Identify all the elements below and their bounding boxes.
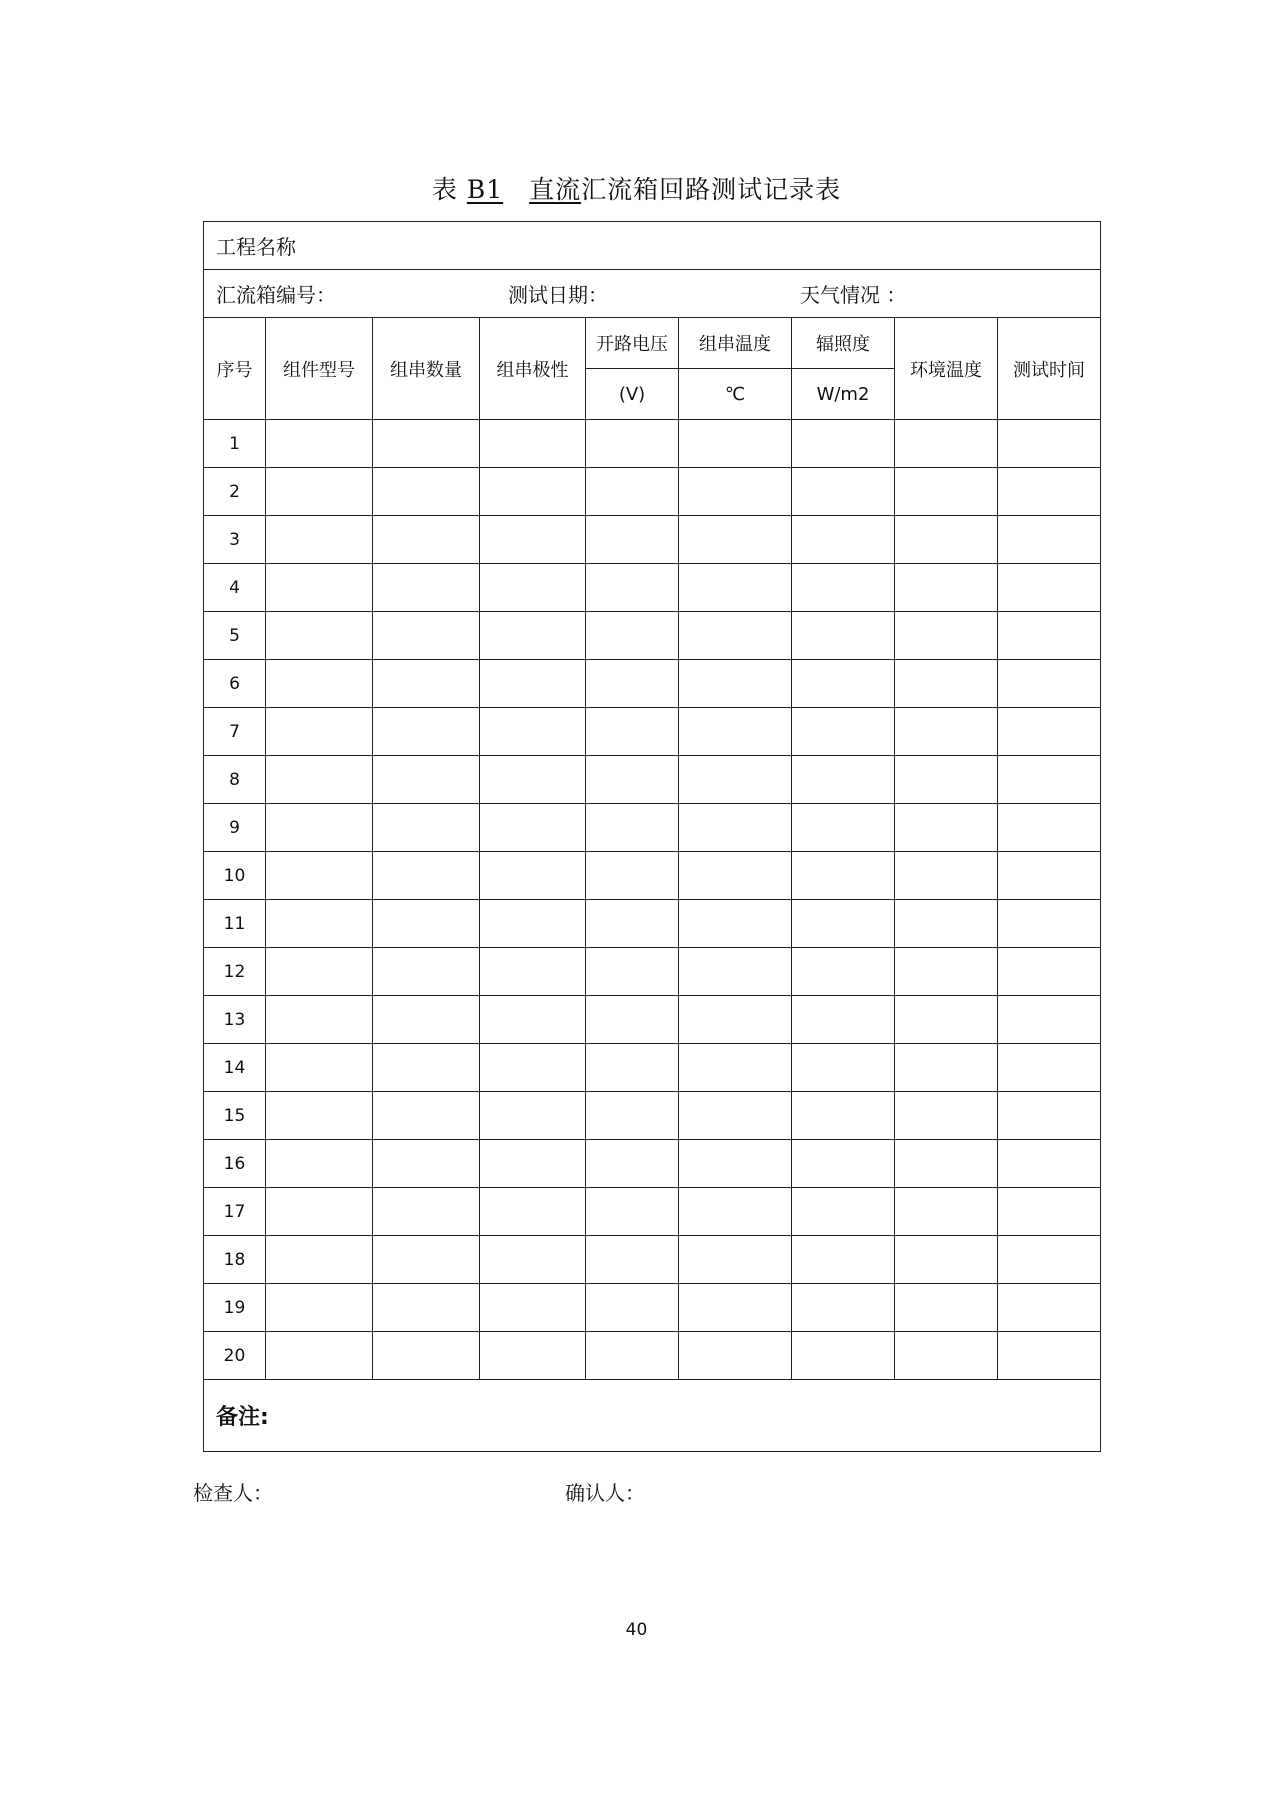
- info-row: [204, 270, 1101, 318]
- cell-open-voltage[interactable]: [586, 420, 679, 468]
- cell-string-temp[interactable]: [679, 948, 792, 996]
- cell-test-time[interactable]: [998, 1332, 1101, 1380]
- table-row: [204, 1140, 1101, 1188]
- header-string-polarity: 组串极性: [480, 318, 586, 420]
- cell-string-polarity[interactable]: [480, 756, 586, 804]
- row-seq: 3: [204, 516, 266, 564]
- cell-open-voltage[interactable]: [586, 516, 679, 564]
- table-row: [204, 564, 1101, 612]
- project-name-label: 工程名称: [216, 235, 296, 259]
- cell-test-time[interactable]: [998, 804, 1101, 852]
- cell-ambient-temp[interactable]: [895, 852, 998, 900]
- cell-open-voltage[interactable]: [586, 612, 679, 660]
- cell-module-model[interactable]: [266, 660, 373, 708]
- cell-test-time[interactable]: [998, 420, 1101, 468]
- cell-string-temp[interactable]: [679, 1092, 792, 1140]
- header-open-voltage-unit: (V): [586, 369, 679, 420]
- cell-string-polarity[interactable]: [480, 852, 586, 900]
- cell-module-model[interactable]: [266, 564, 373, 612]
- cell-test-time[interactable]: [998, 756, 1101, 804]
- cell-test-time[interactable]: [998, 900, 1101, 948]
- cell-module-model[interactable]: [266, 420, 373, 468]
- cell-string-temp[interactable]: [679, 1188, 792, 1236]
- project-name-field[interactable]: [204, 222, 1101, 270]
- cell-irradiance[interactable]: [792, 660, 895, 708]
- cell-string-polarity[interactable]: [480, 708, 586, 756]
- cell-ambient-temp[interactable]: [895, 948, 998, 996]
- cell-irradiance[interactable]: [792, 1284, 895, 1332]
- table-row: [204, 420, 1101, 468]
- cell-string-temp[interactable]: [679, 1140, 792, 1188]
- page-number: 40: [625, 1620, 648, 1640]
- row-seq: 4: [204, 564, 266, 612]
- cell-ambient-temp[interactable]: [895, 996, 998, 1044]
- cell-string-count[interactable]: [373, 1188, 480, 1236]
- cell-string-temp[interactable]: [679, 708, 792, 756]
- cell-irradiance[interactable]: [792, 420, 895, 468]
- cell-string-polarity[interactable]: [480, 516, 586, 564]
- remarks-label: 备注:: [216, 1405, 269, 1430]
- cell-string-temp[interactable]: [679, 900, 792, 948]
- table-row: [204, 1044, 1101, 1092]
- cell-string-count[interactable]: [373, 420, 480, 468]
- cell-open-voltage[interactable]: [586, 660, 679, 708]
- box-no-label: 汇流箱编号：: [216, 283, 336, 307]
- cell-string-polarity[interactable]: [480, 468, 586, 516]
- table-row: [204, 660, 1101, 708]
- cell-string-count[interactable]: [373, 1284, 480, 1332]
- cell-module-model[interactable]: [266, 1284, 373, 1332]
- cell-string-polarity[interactable]: [480, 1332, 586, 1380]
- cell-ambient-temp[interactable]: [895, 564, 998, 612]
- cell-string-polarity[interactable]: [480, 948, 586, 996]
- cell-string-count[interactable]: [373, 1044, 480, 1092]
- header-open-voltage: 开路电压: [586, 318, 679, 369]
- title-name-rest: 汇流箱回路测试记录表: [581, 175, 842, 204]
- cell-ambient-temp[interactable]: [895, 660, 998, 708]
- cell-string-temp[interactable]: [679, 804, 792, 852]
- cell-module-model[interactable]: [266, 900, 373, 948]
- cell-open-voltage[interactable]: [586, 708, 679, 756]
- cell-test-time[interactable]: [998, 708, 1101, 756]
- cell-string-polarity[interactable]: [480, 1284, 586, 1332]
- cell-string-polarity[interactable]: [480, 1044, 586, 1092]
- cell-irradiance[interactable]: [792, 708, 895, 756]
- row-seq: 7: [204, 708, 266, 756]
- cell-string-count[interactable]: [373, 612, 480, 660]
- remarks-row: [204, 1380, 1101, 1452]
- cell-test-time[interactable]: [998, 660, 1101, 708]
- row-seq: 15: [204, 1092, 266, 1140]
- cell-irradiance[interactable]: [792, 1236, 895, 1284]
- inspector-label: 检查人：: [193, 1481, 273, 1505]
- header-irradiance: 辐照度: [792, 318, 895, 369]
- cell-string-temp[interactable]: [679, 1332, 792, 1380]
- cell-string-temp[interactable]: [679, 612, 792, 660]
- test-date-label: 测试日期：: [508, 283, 608, 307]
- cell-ambient-temp[interactable]: [895, 804, 998, 852]
- cell-irradiance[interactable]: [792, 1044, 895, 1092]
- table-row: [204, 612, 1101, 660]
- header-module-model: 组件型号: [266, 318, 373, 420]
- row-seq: 19: [204, 1284, 266, 1332]
- title-name-underlined: 直流: [529, 175, 582, 204]
- cell-string-count[interactable]: [373, 1332, 480, 1380]
- cell-string-polarity[interactable]: [480, 1188, 586, 1236]
- cell-irradiance[interactable]: [792, 852, 895, 900]
- header-seq: 序号: [204, 318, 266, 420]
- table-row: [204, 804, 1101, 852]
- cell-test-time[interactable]: [998, 948, 1101, 996]
- cell-open-voltage[interactable]: [586, 948, 679, 996]
- cell-open-voltage[interactable]: [586, 756, 679, 804]
- cell-string-polarity[interactable]: [480, 420, 586, 468]
- cell-module-model[interactable]: [266, 948, 373, 996]
- cell-open-voltage[interactable]: [586, 1044, 679, 1092]
- cell-string-temp[interactable]: [679, 468, 792, 516]
- cell-string-count[interactable]: [373, 1140, 480, 1188]
- cell-string-count[interactable]: [373, 468, 480, 516]
- row-seq: 13: [204, 996, 266, 1044]
- cell-test-time[interactable]: [998, 852, 1101, 900]
- confirmer-label: 确认人：: [565, 1481, 645, 1505]
- row-seq: 16: [204, 1140, 266, 1188]
- cell-test-time[interactable]: [998, 516, 1101, 564]
- header-irradiance-unit: W/m2: [792, 369, 895, 420]
- cell-ambient-temp[interactable]: [895, 420, 998, 468]
- cell-open-voltage[interactable]: [586, 996, 679, 1044]
- cell-test-time[interactable]: [998, 1284, 1101, 1332]
- table-row: [204, 996, 1101, 1044]
- cell-string-polarity[interactable]: [480, 900, 586, 948]
- cell-string-polarity[interactable]: [480, 564, 586, 612]
- cell-test-time[interactable]: [998, 1140, 1101, 1188]
- cell-string-count[interactable]: [373, 1236, 480, 1284]
- cell-ambient-temp[interactable]: [895, 1140, 998, 1188]
- cell-test-time[interactable]: [998, 468, 1101, 516]
- cell-open-voltage[interactable]: [586, 564, 679, 612]
- cell-string-count[interactable]: [373, 516, 480, 564]
- cell-string-temp[interactable]: [679, 564, 792, 612]
- info-cell[interactable]: [204, 270, 1101, 318]
- cell-module-model[interactable]: [266, 996, 373, 1044]
- cell-irradiance[interactable]: [792, 900, 895, 948]
- cell-string-count[interactable]: [373, 708, 480, 756]
- cell-module-model[interactable]: [266, 516, 373, 564]
- cell-string-temp[interactable]: [679, 420, 792, 468]
- cell-ambient-temp[interactable]: [895, 1092, 998, 1140]
- cell-open-voltage[interactable]: [586, 852, 679, 900]
- cell-module-model[interactable]: [266, 1236, 373, 1284]
- cell-string-polarity[interactable]: [480, 1140, 586, 1188]
- page-title: [0, 170, 1273, 206]
- row-seq: 8: [204, 756, 266, 804]
- cell-module-model[interactable]: [266, 708, 373, 756]
- cell-ambient-temp[interactable]: [895, 1044, 998, 1092]
- cell-irradiance[interactable]: [792, 612, 895, 660]
- cell-string-temp[interactable]: [679, 852, 792, 900]
- cell-irradiance[interactable]: [792, 804, 895, 852]
- project-row: [204, 222, 1101, 270]
- cell-string-count[interactable]: [373, 1092, 480, 1140]
- cell-string-temp[interactable]: [679, 756, 792, 804]
- cell-string-count[interactable]: [373, 900, 480, 948]
- table-row: [204, 1236, 1101, 1284]
- header-test-time: 测试时间: [998, 318, 1101, 420]
- row-seq: 5: [204, 612, 266, 660]
- cell-test-time[interactable]: [998, 1092, 1101, 1140]
- cell-ambient-temp[interactable]: [895, 1236, 998, 1284]
- cell-ambient-temp[interactable]: [895, 1332, 998, 1380]
- title-code: B1: [466, 175, 504, 204]
- cell-ambient-temp[interactable]: [895, 1284, 998, 1332]
- cell-string-count[interactable]: [373, 660, 480, 708]
- cell-test-time[interactable]: [998, 1188, 1101, 1236]
- cell-irradiance[interactable]: [792, 468, 895, 516]
- cell-module-model[interactable]: [266, 1332, 373, 1380]
- cell-irradiance[interactable]: [792, 996, 895, 1044]
- cell-module-model[interactable]: [266, 1092, 373, 1140]
- cell-ambient-temp[interactable]: [895, 516, 998, 564]
- header-row-1: [204, 318, 1101, 369]
- row-seq: 18: [204, 1236, 266, 1284]
- cell-test-time[interactable]: [998, 564, 1101, 612]
- cell-ambient-temp[interactable]: [895, 468, 998, 516]
- weather-label: 天气情况 ：: [800, 283, 907, 307]
- cell-module-model[interactable]: [266, 1140, 373, 1188]
- cell-open-voltage[interactable]: [586, 804, 679, 852]
- row-seq: 20: [204, 1332, 266, 1380]
- cell-string-polarity[interactable]: [480, 1092, 586, 1140]
- cell-string-temp[interactable]: [679, 660, 792, 708]
- cell-ambient-temp[interactable]: [895, 1188, 998, 1236]
- cell-string-temp[interactable]: [679, 1044, 792, 1092]
- cell-string-count[interactable]: [373, 756, 480, 804]
- table-row: [204, 1284, 1101, 1332]
- cell-module-model[interactable]: [266, 804, 373, 852]
- table-row: [204, 516, 1101, 564]
- row-seq: 14: [204, 1044, 266, 1092]
- row-seq: 11: [204, 900, 266, 948]
- row-seq: 9: [204, 804, 266, 852]
- table-row: [204, 1092, 1101, 1140]
- cell-string-temp[interactable]: [679, 1236, 792, 1284]
- cell-module-model[interactable]: [266, 852, 373, 900]
- cell-irradiance[interactable]: [792, 1092, 895, 1140]
- row-seq: 10: [204, 852, 266, 900]
- table-row: [204, 756, 1101, 804]
- cell-irradiance[interactable]: [792, 756, 895, 804]
- row-seq: 6: [204, 660, 266, 708]
- record-table: [203, 221, 1101, 1452]
- cell-string-count[interactable]: [373, 996, 480, 1044]
- cell-open-voltage[interactable]: [586, 1140, 679, 1188]
- cell-test-time[interactable]: [998, 996, 1101, 1044]
- header-ambient-temp: 环境温度: [895, 318, 998, 420]
- row-seq: 12: [204, 948, 266, 996]
- header-string-count: 组串数量: [373, 318, 480, 420]
- cell-module-model[interactable]: [266, 612, 373, 660]
- cell-string-polarity[interactable]: [480, 612, 586, 660]
- table-row: [204, 1332, 1101, 1380]
- cell-irradiance[interactable]: [792, 948, 895, 996]
- table-row: [204, 708, 1101, 756]
- cell-open-voltage[interactable]: [586, 1092, 679, 1140]
- title-prefix: 表: [431, 175, 458, 204]
- cell-module-model[interactable]: [266, 1188, 373, 1236]
- cell-irradiance[interactable]: [792, 1332, 895, 1380]
- cell-string-temp[interactable]: [679, 516, 792, 564]
- cell-test-time[interactable]: [998, 1044, 1101, 1092]
- cell-string-polarity[interactable]: [480, 804, 586, 852]
- cell-string-count[interactable]: [373, 804, 480, 852]
- cell-module-model[interactable]: [266, 756, 373, 804]
- cell-string-count[interactable]: [373, 852, 480, 900]
- row-seq: 17: [204, 1188, 266, 1236]
- cell-open-voltage[interactable]: [586, 900, 679, 948]
- cell-open-voltage[interactable]: [586, 1236, 679, 1284]
- cell-string-polarity[interactable]: [480, 1236, 586, 1284]
- cell-irradiance[interactable]: [792, 1188, 895, 1236]
- cell-string-polarity[interactable]: [480, 996, 586, 1044]
- cell-ambient-temp[interactable]: [895, 612, 998, 660]
- cell-string-polarity[interactable]: [480, 660, 586, 708]
- remarks-cell[interactable]: [204, 1380, 1101, 1452]
- cell-ambient-temp[interactable]: [895, 900, 998, 948]
- table-row: [204, 900, 1101, 948]
- cell-module-model[interactable]: [266, 468, 373, 516]
- row-seq: 1: [204, 420, 266, 468]
- cell-ambient-temp[interactable]: [895, 708, 998, 756]
- cell-open-voltage[interactable]: [586, 468, 679, 516]
- row-seq: 2: [204, 468, 266, 516]
- header-string-temp-unit: ℃: [679, 369, 792, 420]
- cell-string-temp[interactable]: [679, 1284, 792, 1332]
- cell-ambient-temp[interactable]: [895, 756, 998, 804]
- cell-module-model[interactable]: [266, 1044, 373, 1092]
- table-row: [204, 468, 1101, 516]
- cell-string-temp[interactable]: [679, 996, 792, 1044]
- cell-test-time[interactable]: [998, 1236, 1101, 1284]
- cell-open-voltage[interactable]: [586, 1188, 679, 1236]
- table-row: [204, 948, 1101, 996]
- table-row: [204, 852, 1101, 900]
- cell-open-voltage[interactable]: [586, 1284, 679, 1332]
- cell-open-voltage[interactable]: [586, 1332, 679, 1380]
- cell-string-count[interactable]: [373, 948, 480, 996]
- cell-irradiance[interactable]: [792, 1140, 895, 1188]
- cell-string-count[interactable]: [373, 564, 480, 612]
- cell-test-time[interactable]: [998, 612, 1101, 660]
- cell-irradiance[interactable]: [792, 516, 895, 564]
- table-row: [204, 1188, 1101, 1236]
- header-string-temp: 组串温度: [679, 318, 792, 369]
- cell-irradiance[interactable]: [792, 564, 895, 612]
